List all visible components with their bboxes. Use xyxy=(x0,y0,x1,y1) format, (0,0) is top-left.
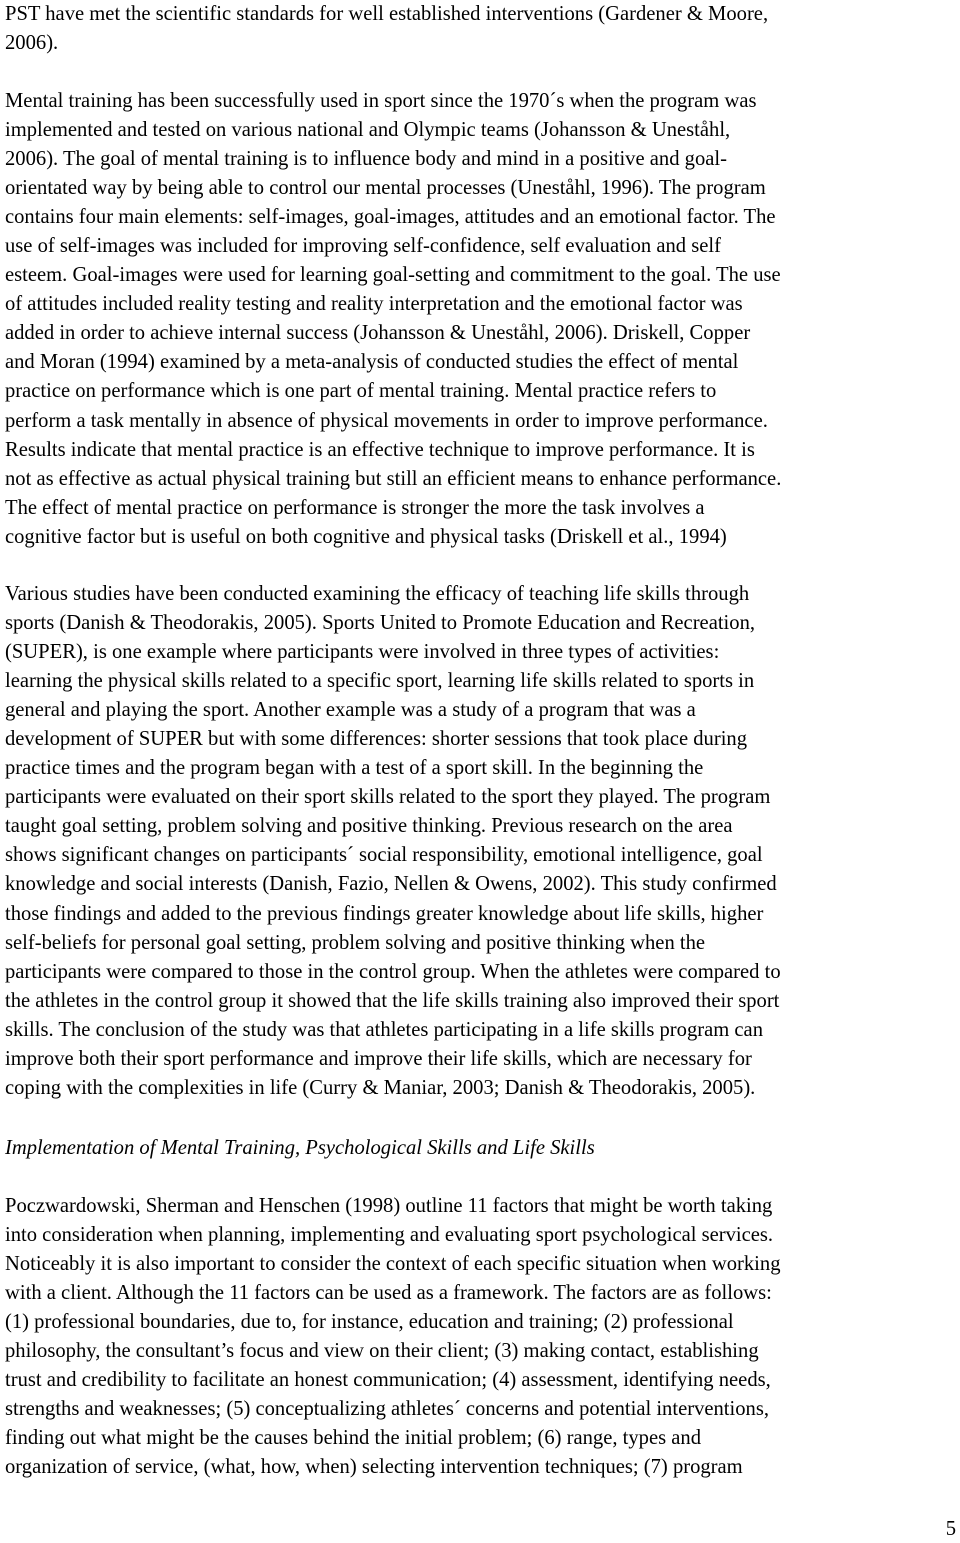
text-line: perform a task mentally in absence of physical movements in order to improve performance. xyxy=(5,409,768,432)
text-line: improve both their sport performance and improve their life skills, which are necessary for xyxy=(5,1047,752,1070)
text-line: participants were compared to those in the control group. When the athletes were compared to xyxy=(5,960,781,983)
text-line: Noticeably it is also important to consider the context of each specific situation when working xyxy=(5,1253,781,1276)
page-number: 5 xyxy=(945,1518,956,1540)
text-line: coping with the complexities in life (Curry & Maniar, 2003; Danish & Theodorakis, 2005). xyxy=(5,1076,756,1099)
text-line: and Moran (1994) examined by a meta-analysis of conducted studies the effect of mental xyxy=(5,351,739,374)
text-line: finding out what might be the causes behind the initial problem; (6) range, types and xyxy=(5,1427,702,1450)
text-line: (1) professional boundaries, due to, for instance, education and training; (2) professional xyxy=(5,1311,734,1334)
text-line: those findings and added to the previous findings greater knowledge about life skills, higher xyxy=(5,902,764,925)
text-line: self-beliefs for personal goal setting, problem solving and positive thinking when the xyxy=(5,931,706,954)
text-line: esteem. Goal-images were used for learning goal-setting and commitment to the goal. The use xyxy=(5,264,781,287)
text-line: practice on performance which is one part of mental training. Mental practice refers to xyxy=(5,380,717,403)
text-line: trust and credibility to facilitate an honest communication; (4) assessment, identifying needs, xyxy=(5,1369,771,1392)
text-line: Mental training has been successfully used in sport since the 1970´s when the program was xyxy=(5,90,757,112)
text-line: taught goal setting, problem solving and positive thinking. Previous research on the area xyxy=(5,815,733,838)
paragraph-1 xyxy=(5,0,960,58)
text-line: PST have met the scientific standards for well established interventions (Gardener & Moore, xyxy=(5,3,769,25)
paragraph-3 xyxy=(5,580,960,1103)
text-line: into consideration when planning, implementing and evaluating sport psychological services. xyxy=(5,1224,774,1247)
text-line: philosophy, the consultant’s focus and view on their client; (3) making contact, establishing xyxy=(5,1340,759,1363)
text-line: (SUPER), is one example where participants were involved in three types of activities: xyxy=(5,641,720,664)
text-line: development of SUPER but with some differences: shorter sessions that took place during xyxy=(5,728,748,751)
text-line: Various studies have been conducted examining the efficacy of teaching life skills through xyxy=(5,583,750,605)
text-line: sports (Danish & Theodorakis, 2005). Sports United to Promote Education and Recreation, xyxy=(5,612,756,635)
text-line: organization of service, (what, how, when) selecting intervention techniques; (7) program xyxy=(5,1456,743,1479)
text-line: implemented and tested on various national and Olympic teams (Johansson & Uneståhl, xyxy=(5,119,731,142)
section-heading: Implementation of Mental Training, Psychological Skills and Life Skills xyxy=(5,1137,595,1159)
text-line: the athletes in the control group it showed that the life skills training also improved their sport xyxy=(5,989,780,1012)
text-line: added in order to achieve internal success (Johansson & Uneståhl, 2006). Driskell, Copper xyxy=(5,322,751,345)
text-line: contains four main elements: self-images, goal-images, attitudes and an emotional factor. The xyxy=(5,206,776,229)
text-line: not as effective as actual physical training but still an efficient means to enhance performance. xyxy=(5,467,782,490)
text-line: The effect of mental practice on performance is stronger the more the task involves a xyxy=(5,496,705,519)
paragraph-4 xyxy=(5,1192,960,1482)
text-line: orientated way by being able to control our mental processes (Uneståhl, 1996). The program xyxy=(5,177,766,200)
text-line: skills. The conclusion of the study was that athletes participating in a life skills program can xyxy=(5,1018,763,1041)
text-line: Poczwardowski, Sherman and Henschen (1998) outline 11 factors that might be worth taking xyxy=(5,1195,773,1217)
text-line: shows significant changes on participants´ social responsibility, emotional intelligence, goal xyxy=(5,844,763,867)
text-line: 2006). The goal of mental training is to influence body and mind in a positive and goal- xyxy=(5,148,727,171)
text-line: cognitive factor but is useful on both cognitive and physical tasks (Driskell et al., 1994) xyxy=(5,525,727,548)
text-line: 2006). xyxy=(5,32,59,55)
text-line: general and playing the sport. Another example was a study of a program that was a xyxy=(5,699,696,722)
text-line: participants were evaluated on their sport skills related to the sport they played. The program xyxy=(5,786,771,809)
text-line: Results indicate that mental practice is an effective technique to improve performance. It is xyxy=(5,438,755,461)
text-line: use of self-images was included for improving self-confidence, self evaluation and self xyxy=(5,235,721,258)
text-line: of attitudes included reality testing and reality interpretation and the emotional factor was xyxy=(5,293,743,316)
paragraph-2 xyxy=(5,87,960,552)
text-line: with a client. Although the 11 factors can be used as a framework. The factors are as follows: xyxy=(5,1282,772,1305)
text-line: strengths and weaknesses; (5) conceptualizing athletes´ concerns and potential interventions, xyxy=(5,1398,770,1421)
text-line: practice times and the program began with a test of a sport skill. In the beginning the xyxy=(5,757,704,780)
text-line: knowledge and social interests (Danish, Fazio, Nellen & Owens, 2002). This study confirmed xyxy=(5,873,777,896)
text-line: learning the physical skills related to a specific sport, learning life skills related to sports in xyxy=(5,670,755,693)
